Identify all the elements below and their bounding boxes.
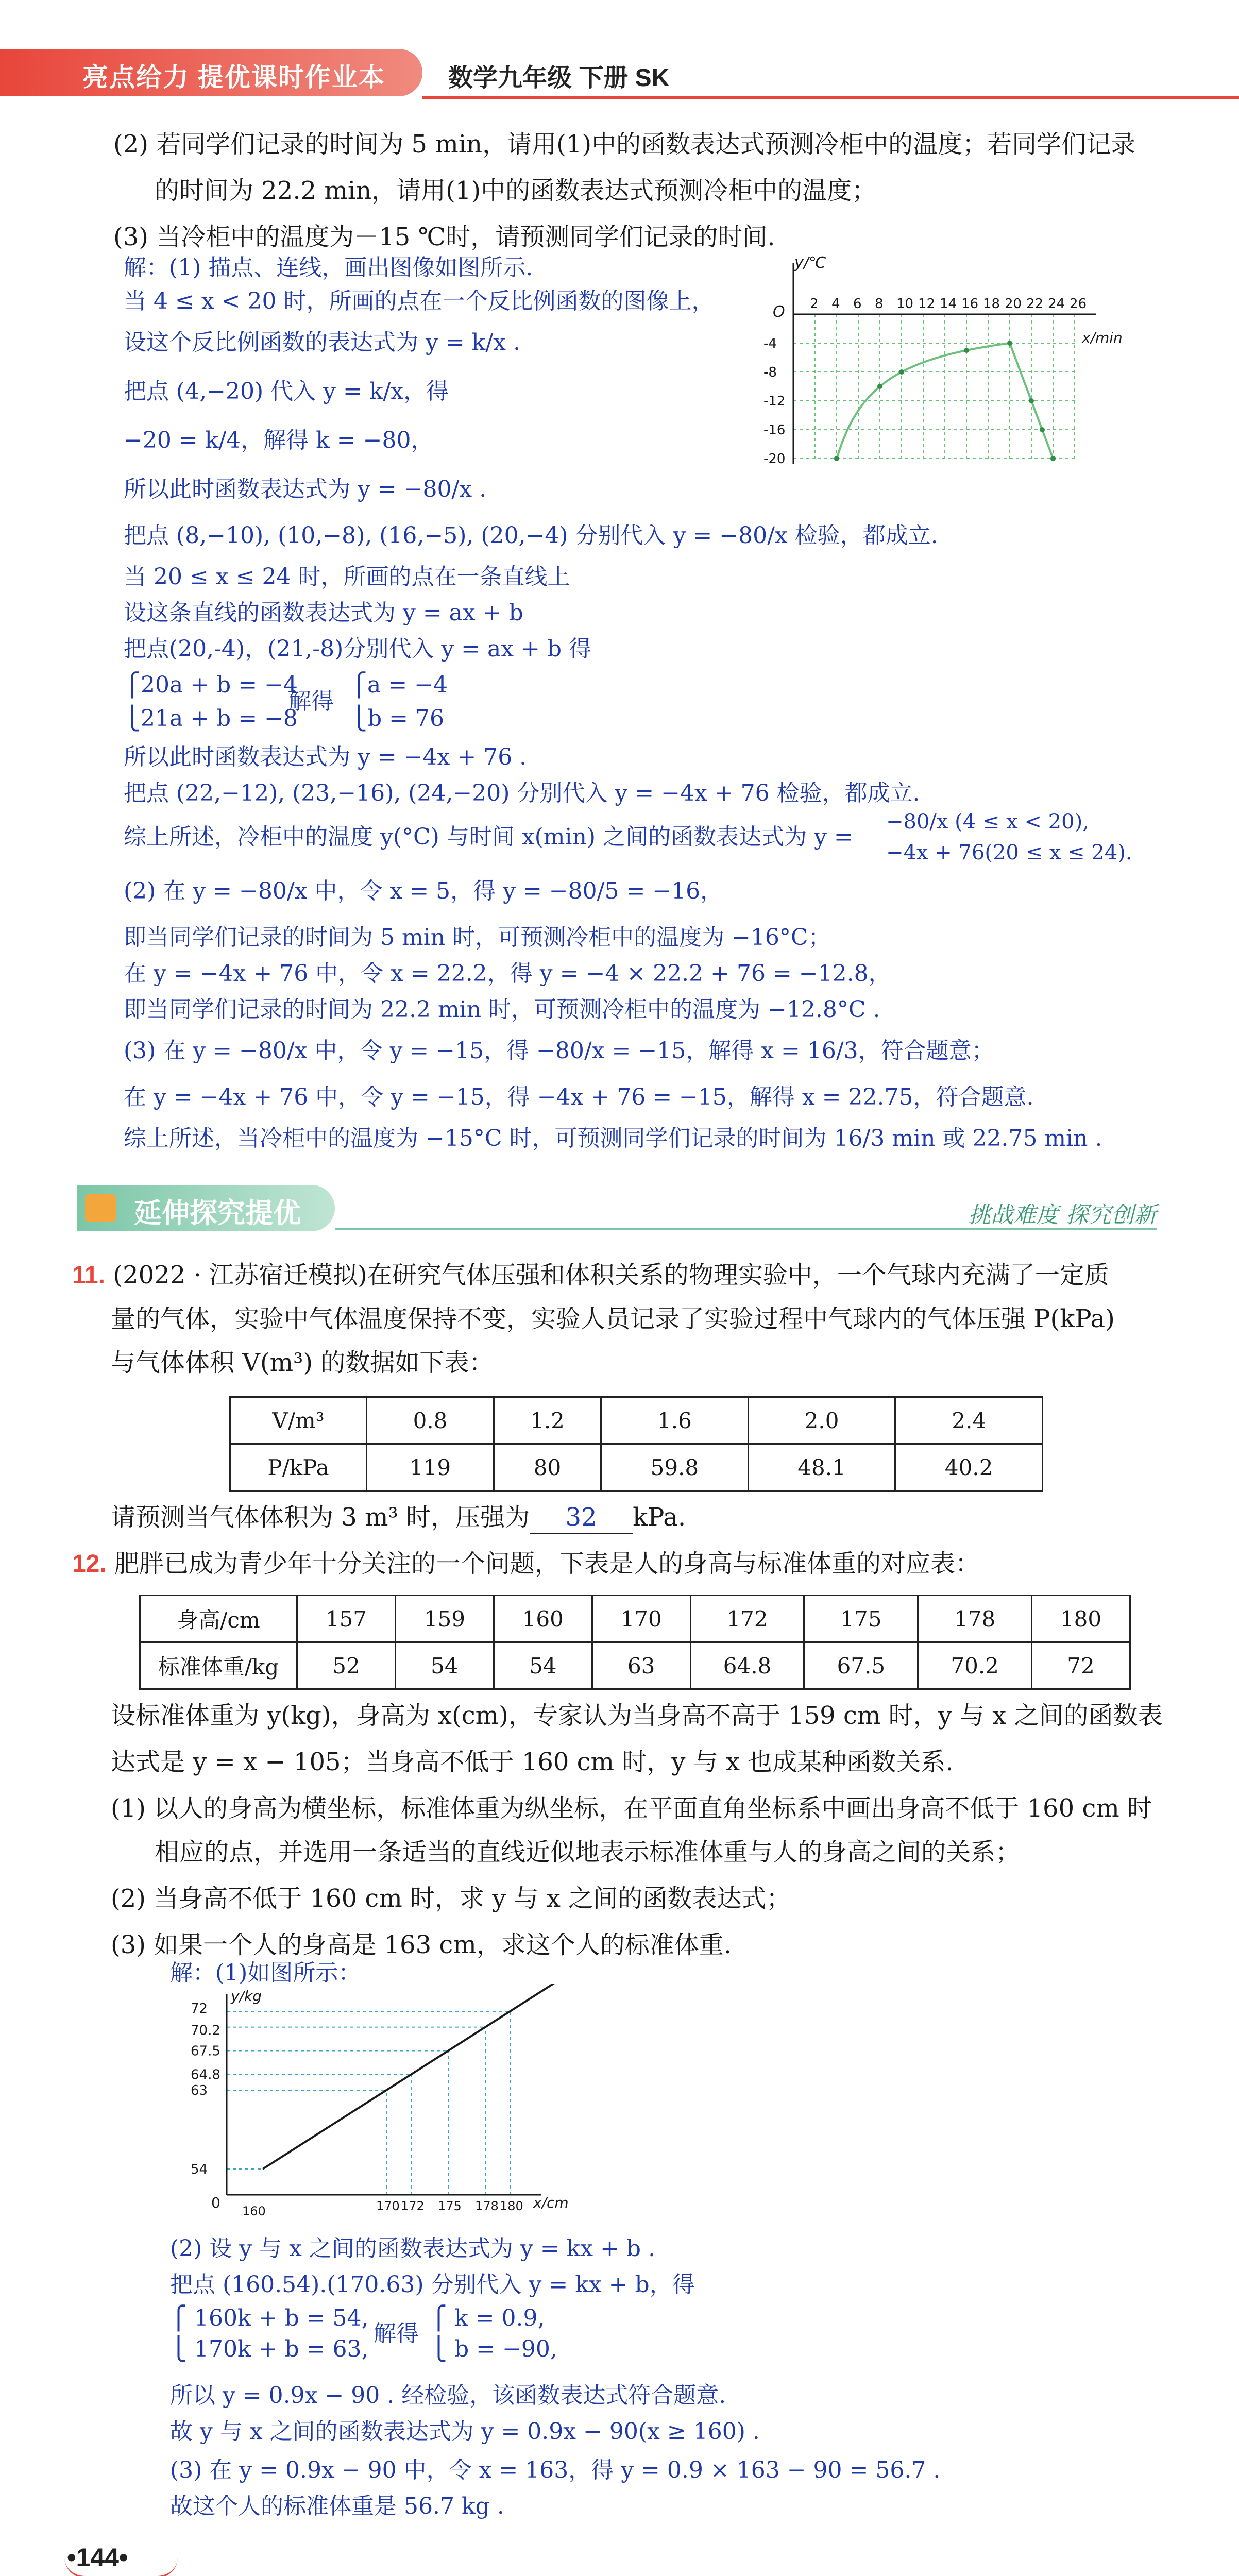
table-cell: 67.5: [804, 1642, 918, 1689]
chart1-x-tick: 20: [1005, 296, 1022, 312]
q10-system-2a: ⎧a = −4: [350, 672, 448, 698]
q12-sol-2: (2) 设 y 与 x 之间的函数表达式为 y = kx + b .: [170, 2235, 656, 2262]
chart1-point: [1007, 341, 1012, 346]
q11-line-2: 量的气体，实验中气体温度保持不变，实验人员记录了实验过程中气球内的气体压强 P(kPa): [111, 1304, 1115, 1333]
q12-system-1b: ⎩ 170k + b = 63,: [170, 2336, 369, 2362]
chart2-origin: 0: [211, 2194, 220, 2211]
q11-number: 11.: [72, 1262, 106, 1289]
q12-line-1: [72, 1548, 980, 1580]
temperature-chart: [762, 247, 1133, 464]
table-row: [230, 1444, 1043, 1491]
header-rule: [422, 96, 1239, 99]
q12-line-3: 达式是 y = x − 105；当身高不低于 160 cm 时，y 与 x 也成某种函数关系.: [111, 1748, 954, 1776]
q10-system-1b: ⎩21a + b = −8: [124, 705, 298, 732]
table-cell: 2.4: [895, 1397, 1043, 1444]
table-cell: 54: [395, 1642, 494, 1689]
q11-head-p: P/kPa: [230, 1444, 367, 1491]
chart1-point: [899, 369, 904, 375]
table-cell: 72: [1032, 1642, 1130, 1689]
q10-sol-2: 当 4 ≤ x < 20 时，所画的点在一个反比例函数的图像上，: [124, 288, 715, 314]
q11-text-1: (2022 · 江苏宿迁模拟)在研究气体压强和体积关系的物理实验中，一个气球内充满了一定质: [113, 1261, 1109, 1290]
table-cell: 70.2: [918, 1642, 1032, 1689]
q12-sol-7: (3) 在 y = 0.9x − 90 中，令 x = 163，得 y = 0.9 × 163 − 90 = 56.7 .: [170, 2457, 941, 2483]
chart1-point: [1029, 398, 1034, 403]
chart1-origin: O: [773, 303, 785, 321]
chart1-x-tick: 4: [831, 296, 840, 312]
q11-answer: 32: [530, 1502, 633, 1534]
chart2-y-tick: 64.8: [191, 2067, 220, 2083]
q11-ask-pre: 请预测当气体体积为 3 m³ 时，压强为: [111, 1503, 530, 1532]
section-title: 延伸探究提优: [134, 1198, 301, 1229]
q10-piecewise-a: −80/x (4 ≤ x < 20),: [886, 810, 1089, 834]
q12-system-solve: 解得: [374, 2320, 419, 2347]
table-cell: 119: [367, 1444, 494, 1491]
q12-part3: (3) 如果一个人的身高是 163 cm，求这个人的标准体重.: [111, 1930, 732, 1959]
table-cell: 2.0: [748, 1397, 895, 1444]
table-cell: 1.2: [494, 1397, 601, 1444]
table-cell: 178: [918, 1596, 1032, 1642]
q10-sol-3: 设这个反比例函数的表达式为 y = k/x .: [124, 329, 520, 355]
q10-sol-17: 在 y = −4x + 76 中，令 x = 22.2，得 y = −4 × 22.2 + 76 = −12.8，: [124, 960, 891, 987]
chart2-ylabel: y/kg: [231, 1988, 262, 2005]
table-row: [230, 1397, 1043, 1444]
page-number-arc: [64, 2555, 178, 2576]
q12-sol-1: 解：(1)如图所示：: [170, 1960, 361, 1986]
q10-sol-6: 所以此时函数表达式为 y = −80/x .: [124, 476, 487, 502]
q11-head-v: V/m³: [230, 1397, 367, 1444]
table-cell: 80: [494, 1444, 601, 1491]
chart2-x-tick: 180: [500, 2199, 523, 2213]
q10-part3: (3) 当冷柜中的温度为－15 ℃时，请预测同学们记录的时间.: [113, 223, 775, 251]
page-number: •144•: [67, 2543, 128, 2572]
table-cell: 159: [395, 1596, 494, 1642]
q12-head-height: 身高/cm: [140, 1596, 297, 1642]
table-cell: 59.8: [601, 1444, 749, 1491]
q12-number: 12.: [72, 1550, 107, 1578]
q10-sol-14: 综上所述，冷柜中的温度 y(°C) 与时间 x(min) 之间的函数表达式为 y =: [124, 824, 853, 850]
q10-piecewise-b: −4x + 76(20 ≤ x ≤ 24).: [886, 841, 1132, 865]
q12-system-2a: ⎧ k = 0.9,: [430, 2305, 545, 2331]
table-cell: 40.2: [895, 1444, 1043, 1491]
chart1-ylabel: y/℃: [794, 254, 826, 272]
table-cell: 48.1: [748, 1444, 895, 1491]
q11-table: [229, 1396, 1043, 1492]
table-cell: 175: [804, 1596, 918, 1642]
q10-sol-8: 当 20 ≤ x ≤ 24 时，所画的点在一条直线上: [124, 564, 570, 590]
chart1-x-tick: 22: [1026, 296, 1044, 312]
q12-part1: (1) 以人的身高为横坐标，标准体重为纵坐标，在平面直角坐标系中画出身高不低于 160 cm 时: [111, 1794, 1152, 1823]
q10-sol-19: (3) 在 y = −80/x 中，令 y = −15，得 −80/x = −15，解得 x = 16/3，符合题意；: [124, 1038, 994, 1064]
chart1-y-tick: -20: [763, 451, 786, 464]
section-tagline: 挑战难度 探究创新: [968, 1202, 1157, 1228]
q10-part2-cont: 的时间为 22.2 min，请用(1)中的函数表达式预测冷柜中的温度；: [155, 176, 877, 205]
chart1-x-tick: 26: [1070, 296, 1087, 312]
chart1-x-tick: 10: [896, 296, 914, 312]
table-cell: 0.8: [367, 1397, 494, 1444]
table-cell: 54: [494, 1642, 592, 1689]
chart2-x-tick: 170: [376, 2199, 400, 2213]
q10-sol-1: 解：(1) 描点、连线，画出图像如图所示.: [124, 255, 533, 281]
q12-sol-6: 故 y 与 x 之间的函数表达式为 y = 0.9x − 90(x ≥ 160) .: [170, 2418, 760, 2445]
q10-sol-21: 综上所述，当冷柜中的温度为 −15°C 时，可预测同学们记录的时间为 16/3 min 或 22.75 min .: [124, 1125, 1102, 1151]
chart1-x-tick: 24: [1048, 296, 1065, 312]
table-cell: 63: [592, 1642, 690, 1689]
chart1-y-tick: -8: [763, 365, 777, 380]
table-row: [140, 1596, 1130, 1642]
q10-system-1a: ⎧20a + b = −4: [124, 672, 298, 698]
chart1-point: [1040, 427, 1045, 432]
q10-sol-13: 把点 (22,−12), (23,−16), (24,−20) 分别代入 y = −4x + 76 检验，都成立.: [124, 780, 920, 806]
q12-system-2b: ⎩ b = −90,: [430, 2336, 557, 2362]
chart1-point: [964, 348, 969, 353]
chart2-x-tick: 160: [242, 2204, 266, 2218]
page-header: [0, 0, 1239, 103]
chart1-y-tick: -16: [763, 422, 786, 438]
chart1-point: [877, 384, 882, 389]
chart1-xlabel: x/min: [1082, 329, 1123, 346]
chart1-x-tick: 2: [810, 296, 819, 312]
q12-sol-8: 故这个人的标准体重是 56.7 kg .: [170, 2493, 504, 2519]
q10-sol-16: 即当同学们记录的时间为 5 min 时，可预测冷柜中的温度为 −16°C；: [124, 924, 831, 951]
table-cell: 157: [297, 1596, 396, 1642]
chart2-y-tick: 54: [191, 2162, 208, 2177]
table-cell: 64.8: [690, 1642, 804, 1689]
q12-system-1a: ⎧ 160k + b = 54,: [170, 2305, 369, 2331]
table-cell: 1.6: [601, 1397, 749, 1444]
q12-table: [139, 1595, 1131, 1690]
table-row: [140, 1642, 1130, 1689]
chart1-y-tick: -12: [763, 394, 786, 409]
header-brand: 亮点给力 提优课时作业本: [82, 63, 385, 92]
chart2-xlabel: x/cm: [533, 2194, 569, 2211]
pencil-book-icon: [85, 1194, 116, 1222]
q12-text-1: 肥胖已成为青少年十分关注的一个问题，下表是人的身高与标准体重的对应表：: [114, 1549, 980, 1578]
chart2-y-tick: 72: [191, 2001, 208, 2016]
q10-sol-15: (2) 在 y = −80/x 中，令 x = 5，得 y = −80/5 = −16，: [124, 878, 723, 904]
chart2-x-tick: 172: [401, 2199, 425, 2213]
chart2-x-tick: 178: [475, 2199, 499, 2213]
chart2-y-tick: 63: [191, 2083, 208, 2098]
chart1-x-tick: 8: [875, 296, 884, 312]
q10-sol-5: −20 = k/4，解得 k = −80，: [124, 427, 434, 453]
table-cell: 172: [690, 1596, 804, 1642]
q12-head-weight: 标准体重/kg: [140, 1642, 297, 1689]
chart1-x-tick: 6: [853, 296, 862, 312]
q11-ask-post: kPa.: [633, 1503, 686, 1532]
q10-sol-20: 在 y = −4x + 76 中，令 y = −15，得 −4x + 76 = −15，解得 x = 22.75，符合题意.: [124, 1084, 1034, 1110]
q10-sol-12: 所以此时函数表达式为 y = −4x + 76 .: [124, 744, 527, 770]
q12-line-2: 设标准体重为 y(kg)，身高为 x(cm)，专家认为当身高不高于 159 cm 时，y 与 x 之间的函数表: [111, 1701, 1163, 1730]
q10-part2: (2) 若同学们记录的时间为 5 min，请用(1)中的函数表达式预测冷柜中的温度；若同学们记录: [113, 130, 1136, 159]
chart2-y-tick: 70.2: [191, 2023, 220, 2039]
q11-line-3: 与气体体积 V(m³) 的数据如下表：: [111, 1348, 494, 1377]
q10-sol-18: 即当同学们记录的时间为 22.2 min 时，可预测冷柜中的温度为 −12.8°C .: [124, 996, 880, 1023]
q12-sol-3: 把点 (160.54).(170.63) 分别代入 y = kx + b，得: [170, 2272, 695, 2298]
chart2-x-tick: 175: [438, 2199, 462, 2213]
table-cell: 170: [592, 1596, 690, 1642]
q11-line-1: [72, 1260, 1109, 1291]
q10-system-solve: 解得: [288, 688, 334, 715]
chart1-x-tick: 14: [940, 296, 957, 312]
table-cell: 52: [297, 1642, 396, 1689]
q10-sol-7: 把点 (8,−10), (10,−8), (16,−5), (20,−4) 分别代入 y = −80/x 检验，都成立.: [124, 522, 938, 549]
chart1-x-tick: 16: [961, 296, 979, 312]
chart1-y-tick: -4: [763, 336, 777, 351]
table-cell: 160: [494, 1596, 592, 1642]
table-cell: 180: [1032, 1596, 1130, 1642]
q11-ask: [111, 1502, 686, 1534]
q10-system-2b: ⎩b = 76: [350, 705, 444, 732]
q10-sol-10: 把点(20,-4)，(21,-8)分别代入 y = ax + b 得: [124, 636, 592, 662]
chart1-point: [1050, 456, 1056, 461]
height-weight-chart: [170, 1984, 634, 2231]
q10-sol-4: 把点 (4,−20) 代入 y = k/x，得: [124, 378, 449, 404]
header-subject: 数学九年级 下册 SK: [448, 64, 670, 92]
q12-part1-cont: 相应的点，并选用一条适当的直线近似地表示标准体重与人的身高之间的关系；: [155, 1838, 1021, 1867]
chart1-point: [834, 456, 839, 461]
q12-part2: (2) 当身高不低于 160 cm 时，求 y 与 x 之间的函数表达式；: [111, 1884, 791, 1913]
q10-sol-9: 设这条直线的函数表达式为 y = ax + b: [124, 600, 523, 626]
chart2-y-tick: 67.5: [191, 2043, 220, 2059]
q12-sol-5: 所以 y = 0.9x − 90 . 经检验，该函数表达式符合题意.: [170, 2382, 726, 2409]
chart1-x-tick: 18: [983, 296, 1000, 312]
chart1-x-tick: 12: [918, 296, 936, 312]
